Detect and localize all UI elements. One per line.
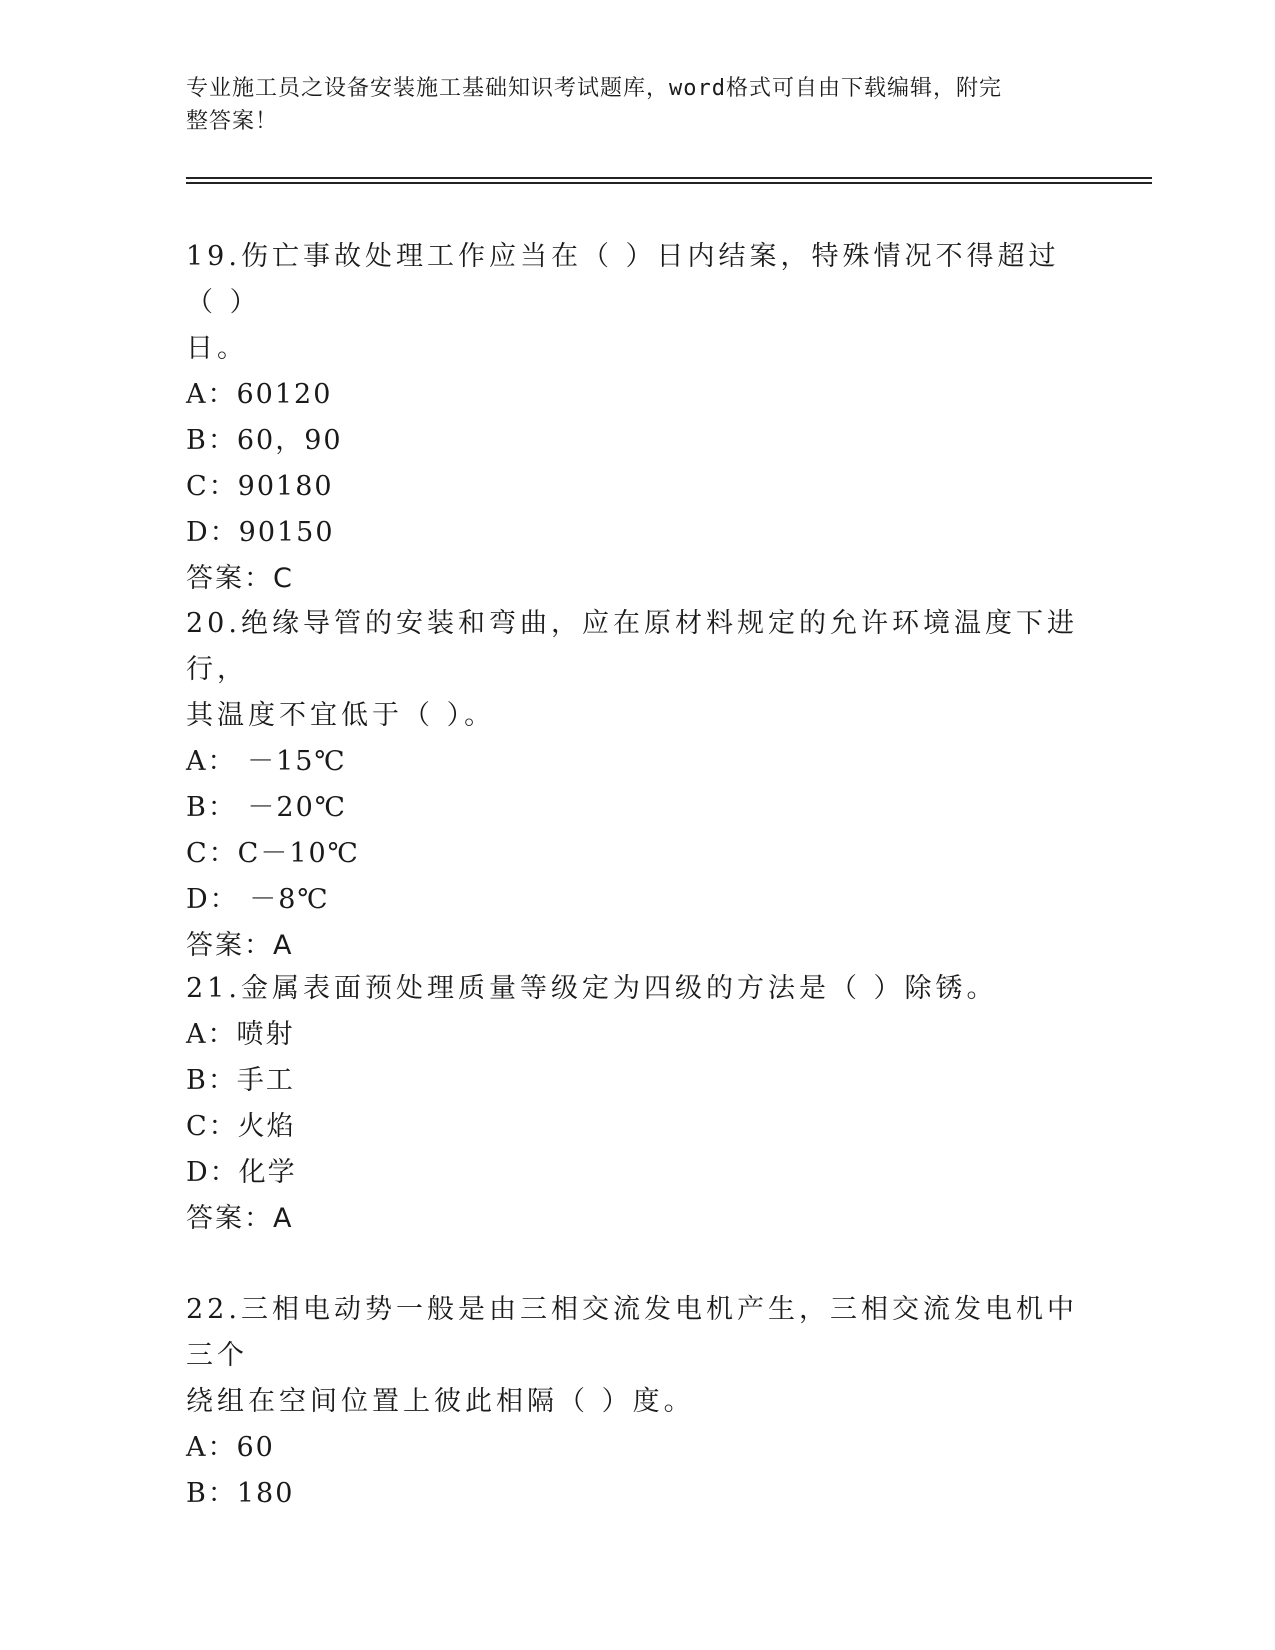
- option-c: C：C－10℃: [186, 838, 360, 869]
- option-b: B：180: [186, 1478, 295, 1509]
- question-stem-line: 其温度不宜低于（ ）。: [186, 700, 496, 731]
- question-stem-line: 21.金属表面预处理质量等级定为四级的方法是（ ）除锈。: [186, 973, 998, 1004]
- question-21: [186, 966, 1086, 1242]
- answer-line: 答案：C: [186, 563, 294, 594]
- option-d: D：化学: [186, 1157, 297, 1188]
- header-line-1: 专业施工员之设备安装施工基础知识考试题库，word格式可自由下载编辑，附完: [186, 76, 1002, 101]
- question-20: [186, 601, 1086, 969]
- question-stem-line: 日。: [186, 333, 248, 364]
- header-divider-top: [186, 177, 1152, 179]
- option-a: A：60: [186, 1432, 275, 1463]
- option-b: B： －20℃: [186, 792, 347, 823]
- question-stem-line: 绕组在空间位置上彼此相隔（ ）度。: [186, 1386, 695, 1417]
- option-d: D： －8℃: [186, 884, 330, 915]
- option-a: A：喷射: [186, 1019, 295, 1050]
- option-b: B：手工: [186, 1065, 295, 1096]
- question-19: [186, 234, 1086, 602]
- option-c: C：火焰: [186, 1111, 296, 1142]
- option-d: D：90150: [186, 517, 335, 548]
- question-22: [186, 1287, 1086, 1517]
- question-stem-line: 22.三相电动势一般是由三相交流发电机产生，三相交流发电机中三个: [186, 1294, 1078, 1371]
- answer-line: 答案：A: [186, 930, 294, 961]
- document-header: [186, 72, 1066, 138]
- header-divider-bottom: [186, 182, 1152, 184]
- option-b: B：60，90: [186, 425, 343, 456]
- question-stem-line: 20.绝缘导管的安装和弯曲，应在原材料规定的允许环境温度下进行，: [186, 608, 1078, 685]
- option-a: A：60120: [186, 379, 333, 410]
- option-c: C：90180: [186, 471, 334, 502]
- header-line-2: 整答案！: [186, 109, 279, 134]
- question-stem-line: 19.伤亡事故处理工作应当在（ ）日内结案，特殊情况不得超过（ ）: [186, 241, 1060, 318]
- option-a: A： －15℃: [186, 746, 347, 777]
- answer-line: 答案：A: [186, 1203, 294, 1234]
